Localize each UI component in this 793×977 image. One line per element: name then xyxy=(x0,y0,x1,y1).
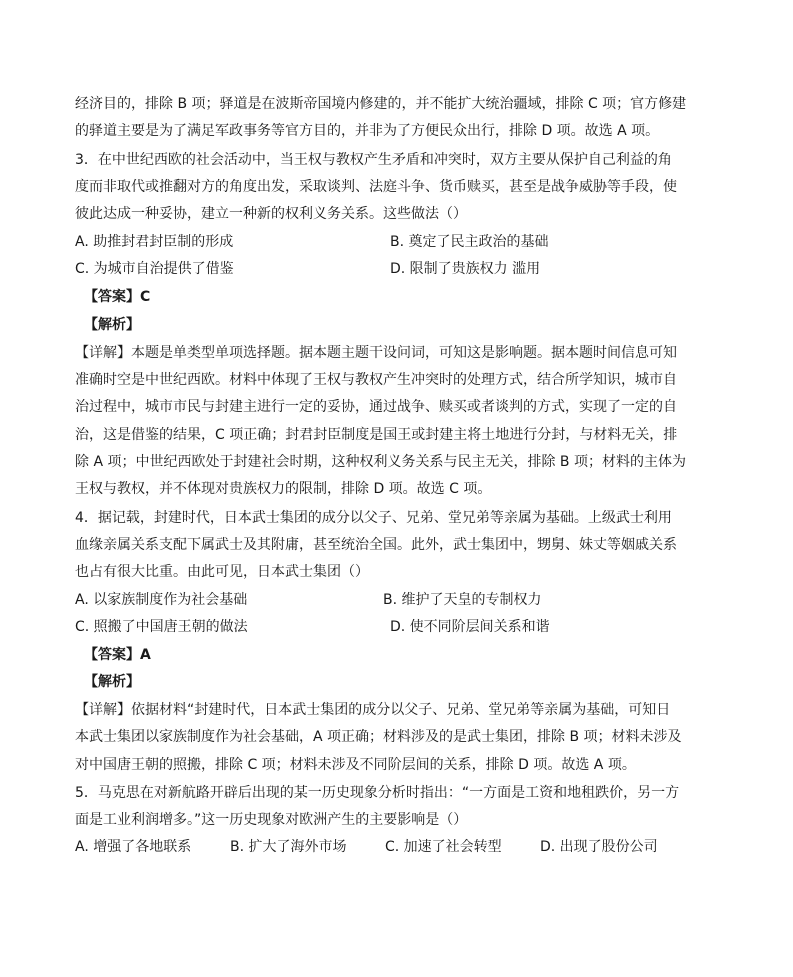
analysis-label: 【解析】 xyxy=(84,317,140,333)
answer-label: 【答案】C xyxy=(84,289,151,305)
detail-text: 治过程中，城市市民与封建主进行一定的妥协，通过战争、赎买或者谈判的方式，实现了一定的自 xyxy=(75,399,677,415)
option-b: B. 维护了天皇的专制权力 xyxy=(383,592,542,608)
option-c: C. 加速了社会转型 xyxy=(385,839,502,855)
detail-text: 除 A 项；中世纪西欧处于封建社会时期，这种权利义务关系与民主无关，排除 B 项；材料的主体为 xyxy=(75,454,686,470)
detail-text: 准确时空是中世纪西欧。材料中体现了王权与教权产生冲突时的处理方式，结合所学知识，城市自 xyxy=(75,372,677,388)
option-c: C. 照搬了中国唐王朝的做法 xyxy=(75,619,248,635)
question-stem: 面是工业利润增多。”这一历史现象对欧洲产生的主要影响是（） xyxy=(75,812,468,828)
question-stem: 4．据记载，封建时代，日本武士集团的成分以父子、兄弟、堂兄弟等亲属为基础。上级武士利用 xyxy=(75,510,672,526)
option-d: D. 出现了股份公司 xyxy=(540,839,658,855)
detail-text: 【详解】本题是单类型单项选择题。据本题主题干设问词，可知这是影响题。据本题时间信息可知 xyxy=(75,345,677,361)
detail-text: 王权与教权，并不体现对贵族权力的限制，排除 D 项。故选 C 项。 xyxy=(75,481,492,497)
option-a: A. 助推封君封臣制的形成 xyxy=(75,234,234,250)
option-a: A. 增强了各地联系 xyxy=(75,839,192,855)
text-line: 的驿道主要是为了满足军政事务等官方目的，并非为了方便民众出行，排除 D 项。故选 A 项。 xyxy=(75,123,660,139)
text-line: 经济目的，排除 B 项；驿道是在波斯帝国境内修建的，并不能扩大统治疆域，排除 C 项；官方修建 xyxy=(75,96,687,112)
option-d: D. 限制了贵族权力 滥用 xyxy=(390,261,541,277)
detail-text: 对中国唐王朝的照搬，排除 C 项；材料未涉及不同阶层间的关系，排除 D 项。故选 A 项。 xyxy=(75,757,636,773)
answer-label: 【答案】A xyxy=(84,647,151,663)
question-stem: 3．在中世纪西欧的社会活动中，当王权与教权产生矛盾和冲突时，双方主要从保护自己利益的角 xyxy=(75,152,672,168)
question-stem: 也占有很大比重。由此可见，日本武士集团（） xyxy=(75,564,369,580)
option-b: B. 奠定了民主政治的基础 xyxy=(390,234,549,250)
detail-text: 治，这是借鉴的结果，C 项正确；封君封臣制度是国王或封建主将土地进行分封，与材料无关，排 xyxy=(75,427,678,443)
option-d: D. 使不同阶层间关系和谐 xyxy=(390,619,550,635)
question-stem: 血缘亲属关系支配下属武士及其附庸，甚至统治全国。此外，武士集团中，甥舅、妹丈等姻戚关系 xyxy=(75,537,677,553)
question-stem: 度而非取代或推翻对方的角度出发，采取谈判、法庭斗争、货币赎买，甚至是战争威胁等手段，使 xyxy=(75,179,677,195)
question-stem: 彼此达成一种妥协，建立一种新的权利义务关系。这些做法（） xyxy=(75,206,467,222)
detail-text: 本武士集团以家族制度作为社会基础，A 项正确；材料涉及的是武士集团，排除 B 项；材料未涉及 xyxy=(75,729,682,745)
option-a: A. 以家族制度作为社会基础 xyxy=(75,592,248,608)
analysis-label: 【解析】 xyxy=(84,674,140,690)
question-stem: 5．马克思在对新航路开辟后出现的某一历史现象分析时指出：“一方面是工资和地租跌价，另一方 xyxy=(75,785,680,801)
option-c: C. 为城市自治提供了借鉴 xyxy=(75,261,234,277)
detail-text: 【详解】依据材料“封建时代，日本武士集团的成分以父子、兄弟、堂兄弟等亲属为基础，可知日 xyxy=(75,702,671,718)
option-b: B. 扩大了海外市场 xyxy=(230,839,347,855)
